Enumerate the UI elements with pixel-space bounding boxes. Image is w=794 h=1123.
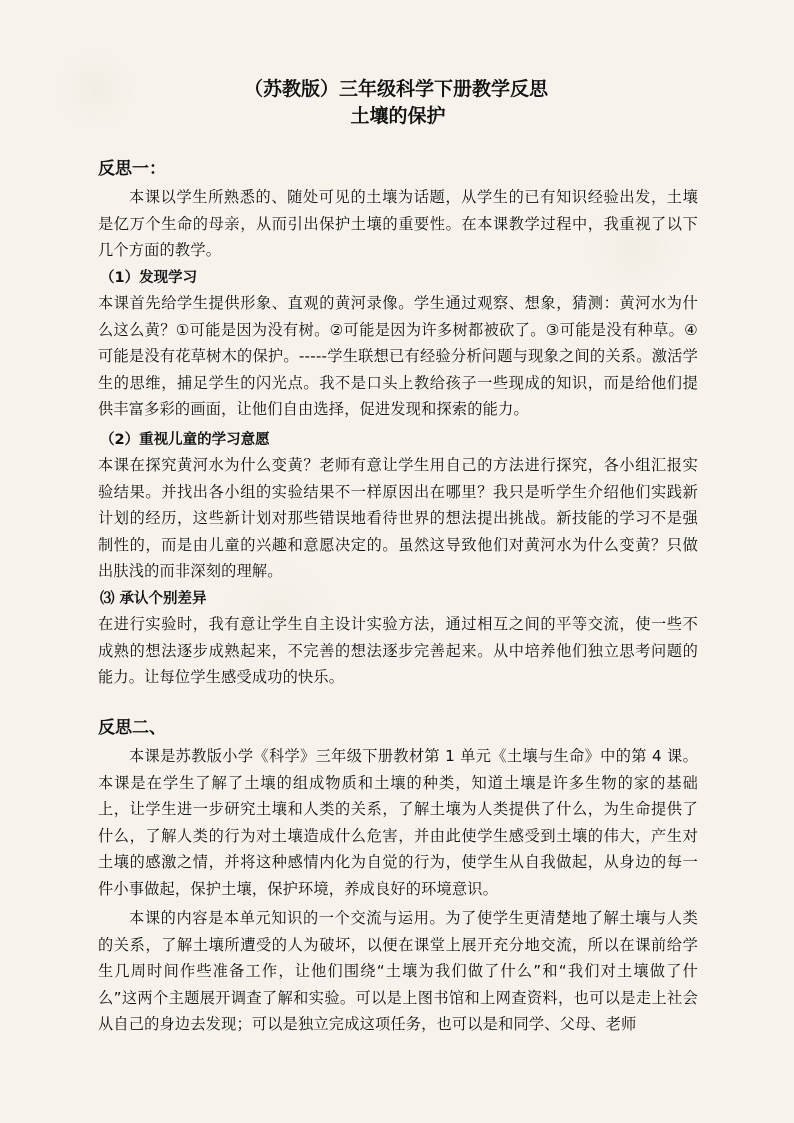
document-title: （苏教版）三年级科学下册教学反思 xyxy=(243,78,548,100)
reflection-2-paragraph-1: 本课是苏教版小学《科学》三年级下册教材第 1 单元《土壤与生命》中的第 4 课。本课是在学生了解了土壤的组成物质和土壤的种类，知道土壤是许多生物的家的基础上，让学生进一步研究土壤和人类的关系，了解土壤为人类提供了什么，为生命提供了什么，了解人类的行为对土壤造成什么危害，并由此使学生感受到土壤的伟大，产生对土壤的感激之情，并将这种感情内化为自觉的行为，使学生从自我做起，从身边的每一件小事做起，保护土壤，保护环境，养成良好的环境意识。 xyxy=(98,747,698,898)
reflection-2-paragraph-2: 本课的内容是本单元知识的一个交流与运用。为了使学生更清楚地了解土壤与人类的关系，了解土壤所遭受的人为破坏，以便在课堂上展开充分地交流，所以在课前给学生几周时间作些准备工作，让他们围绕“土壤为我们做了什么”和“我们对土壤做了什么”这两个主题展开调查了解和实验。可以是上图书馆和上网查资料，也可以是走上社会从自己的身边去发现；可以是独立完成这项任务，也可以是和同学、父母、老师 xyxy=(98,909,698,1034)
learning-willingness-paragraph: 本课在探究黄河水为什么变黄？老师有意让学生用自己的方法进行探究，各小组汇报实验结果。并找出各小组的实验结果不一样原因出在哪里？我只是听学生介绍他们实践新计划的经历，这些新计划对那些错误地看待世界的想法提出挑战。新技能的学习不是强制性的，而是由儿童的兴趣和意愿决定的。虽然这导致他们对黄河水为什么变黄？只做出肤浅的而非深刻的理解。 xyxy=(98,456,698,581)
reflection-1-intro-paragraph: 本课以学生所熟悉的、随处可见的土壤为话题，从学生的已有知识经验出发，土壤是亿万个生命的母亲，从而引出保护土壤的重要性。在本课教学过程中，我重视了以下几个方面的教学。 xyxy=(98,188,698,260)
subheading-discovery-learning: （1）发现学习 xyxy=(100,270,198,286)
subheading-individual-differences: ⑶ 承认个别差异 xyxy=(100,591,207,607)
section-heading-reflection-1: 反思一： xyxy=(98,159,166,179)
subheading-learning-willingness: （2）重视儿童的学习意愿 xyxy=(100,432,270,448)
document-subtitle: 土壤的保护 xyxy=(350,105,446,127)
section-heading-reflection-2: 反思二、 xyxy=(98,718,166,738)
discovery-learning-paragraph: 本课首先给学生提供形象、直观的黄河录像。学生通过观察、想象，猜测：黄河水为什么这么黄？①可能是因为没有树。②可能是因为许多树都被砍了。③可能是没有种草。④可能是没有花草树木的保护。-----学生联想已有经验分析问题与现象之间的关系。激活学生的思维，捕足学生的闪光点。我不是口头上教给孩子一些现成的知识，而是给他们提供丰富多彩的画面，让他们自由选择，促进发现和探索的能力。 xyxy=(98,294,698,419)
individual-differences-paragraph: 在进行实验时，我有意让学生自主设计实验方法，通过相互之间的平等交流，使一些不成熟的想法逐步成熟起来，不完善的想法逐步完善起来。从中培养他们独立思考问题的能力。让每位学生感受成功的快乐。 xyxy=(98,615,698,687)
document-page xyxy=(98,0,698,1123)
